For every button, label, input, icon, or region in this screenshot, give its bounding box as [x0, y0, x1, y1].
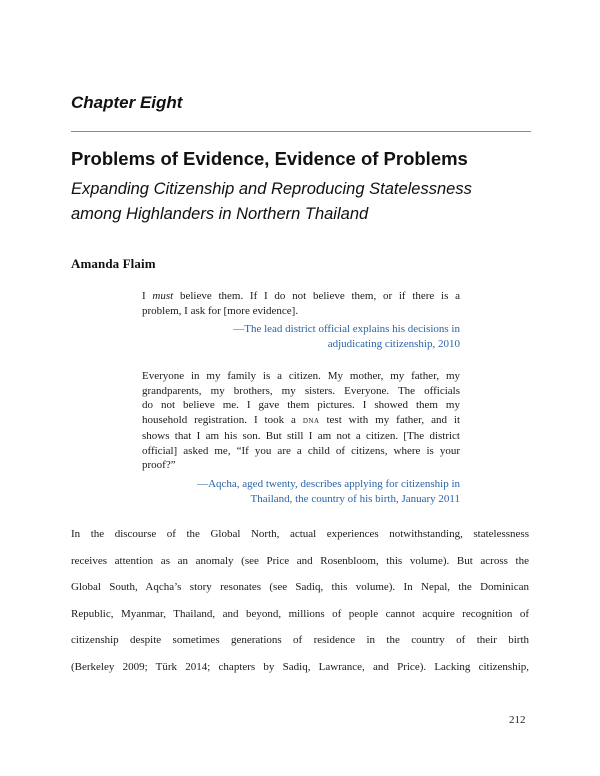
epigraph-attribution	[142, 322, 460, 351]
quote-line: Everyone in my family is a citizen. My mother, my father, my	[142, 370, 460, 382]
body-paragraph	[71, 521, 529, 681]
attribution-line: Thailand, the country of his birth, January 2011	[250, 492, 460, 505]
subtitle-line: Expanding Citizenship and Reproducing Statelessness	[71, 180, 472, 198]
attribution-line: —The lead district official explains his decisions in	[233, 323, 460, 336]
quote-line: do not believe me. I gave them pictures. I showed them my	[142, 399, 460, 412]
heading-divider	[71, 131, 531, 132]
small-caps-term: dna	[302, 416, 320, 427]
author-name: Amanda Flaim	[71, 256, 156, 271]
epigraph-quote	[142, 289, 460, 318]
chapter-title: Problems of Evidence, Evidence of Problems	[71, 148, 468, 169]
subtitle-line: among Highlanders in Northern Thailand	[71, 205, 369, 223]
body-line: In the discourse of the Global North, actual experiences notwithstanding, statelessness	[71, 528, 529, 540]
body-line: receives attention as an anomaly (see Price and Rosenbloom, this volume). But across the	[71, 554, 529, 567]
chapter-label: Chapter Eight	[71, 93, 183, 112]
page-number: 212	[509, 714, 526, 726]
chapter-subtitle	[71, 177, 541, 227]
body-line: citizenship despite sometimes generations of residence in the country of their birth	[71, 634, 529, 647]
quote-line: grandparents, my brothers, my sisters. Everyone. The officials	[142, 384, 460, 397]
emphasis: must	[152, 290, 174, 302]
quote-line: shows that I am his son. But still I am not a citizen. [The district	[142, 429, 460, 442]
body-line: Global South, Aqcha’s story resonates (see Sadiq, this volume). In Nepal, the Dominican	[71, 581, 529, 594]
quote-line: I must believe them. If I do not believe them, or if there is a	[142, 290, 461, 302]
epigraph-1	[142, 289, 460, 352]
quote-line: problem, I ask for [more evidence].	[142, 304, 299, 317]
quote-line: official] asked me, “If you are a child of citizens, where is your	[142, 444, 460, 457]
epigraph-attribution	[142, 477, 460, 506]
epigraph-quote	[142, 369, 460, 473]
epigraph-2	[142, 369, 460, 506]
body-line: (Berkeley 2009; Türk 2014; chapters by Sadiq, Lawrance, and Price). Lacking citizenship,	[71, 660, 529, 673]
attribution-line: —Aqcha, aged twenty, describes applying for citizenship in	[197, 477, 460, 490]
quote-line: household registration. I took a dna test with my father, and it	[142, 414, 460, 427]
attribution-line: adjudicating citizenship, 2010	[327, 338, 460, 351]
quote-line: proof?”	[142, 459, 176, 472]
body-line: Republic, Myanmar, Thailand, and beyond, millions of people cannot acquire recognition of	[71, 607, 529, 620]
